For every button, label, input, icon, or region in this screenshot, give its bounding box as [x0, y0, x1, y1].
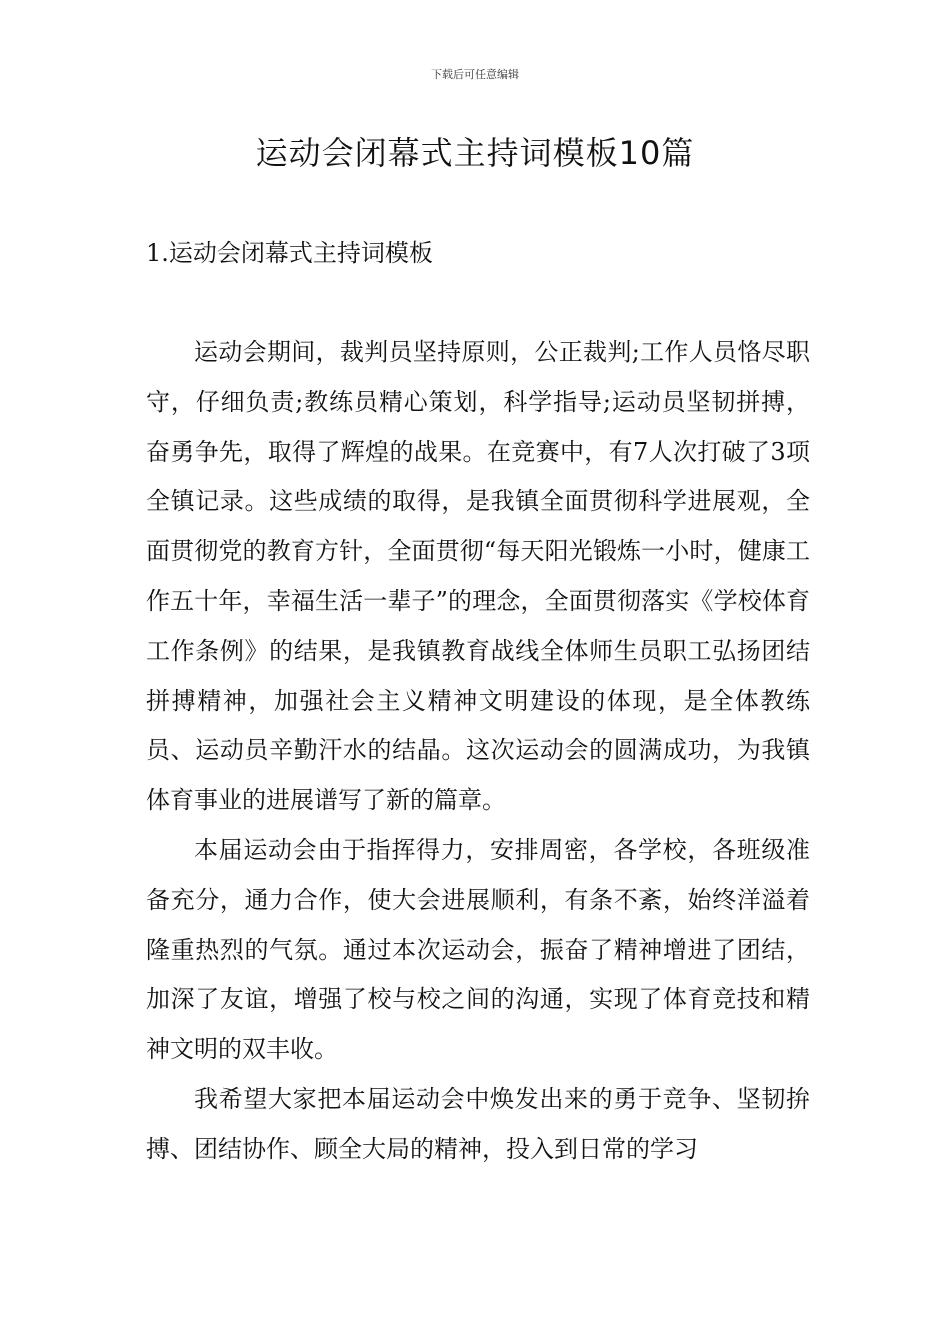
paragraph-1: 运动会期间，裁判员坚持原则，公正裁判;工作人员恪尽职守，仔细负责;教练员精心策划，科学指导;运动员坚韧拼搏，奋勇争先，取得了辉煌的战果。在竞赛中，有7人次打破了3项全镇记录。这些成绩的取得，是我镇全面贯彻科学进展观，全面贯彻党的教育方针，全面贯彻“每天阳光锻炼一小时，健康工作五十年，幸福生活一辈子”的理念，全面贯彻落实《学校体育工作条例》的结果，是我镇教育战线全体师生员职工弘扬团结拼搏精神，加强社会主义精神文明建设的体现，是全体教练员、运动员辛勤汗水的结晶。这次运动会的圆满成功，为我镇体育事业的进展谱写了新的篇章。: [146, 338, 810, 815]
paragraph-2: 本届运动会由于指挥得力，安排周密，各学校，各班级准备充分，通力合作，使大会进展顺利，有条不紊，始终洋溢着隆重热烈的气氛。通过本次运动会，振奋了精神增进了团结，加深了友谊，增强了校与校之间的沟通，实现了体育竞技和精神文明的双丰收。: [146, 835, 810, 1064]
header-note: 下载后可任意编辑: [431, 68, 519, 81]
paragraph-3: 我希望大家把本届运动会中焕发出来的勇于竞争、坚韧拚搏、团结协作、顾全大局的精神，投入到日常的学习: [146, 1084, 810, 1163]
document-title: 运动会闭幕式主持词模板10篇: [255, 134, 695, 172]
section-heading: 1.运动会闭幕式主持词模板: [146, 239, 433, 267]
body-text: [146, 328, 810, 1175]
